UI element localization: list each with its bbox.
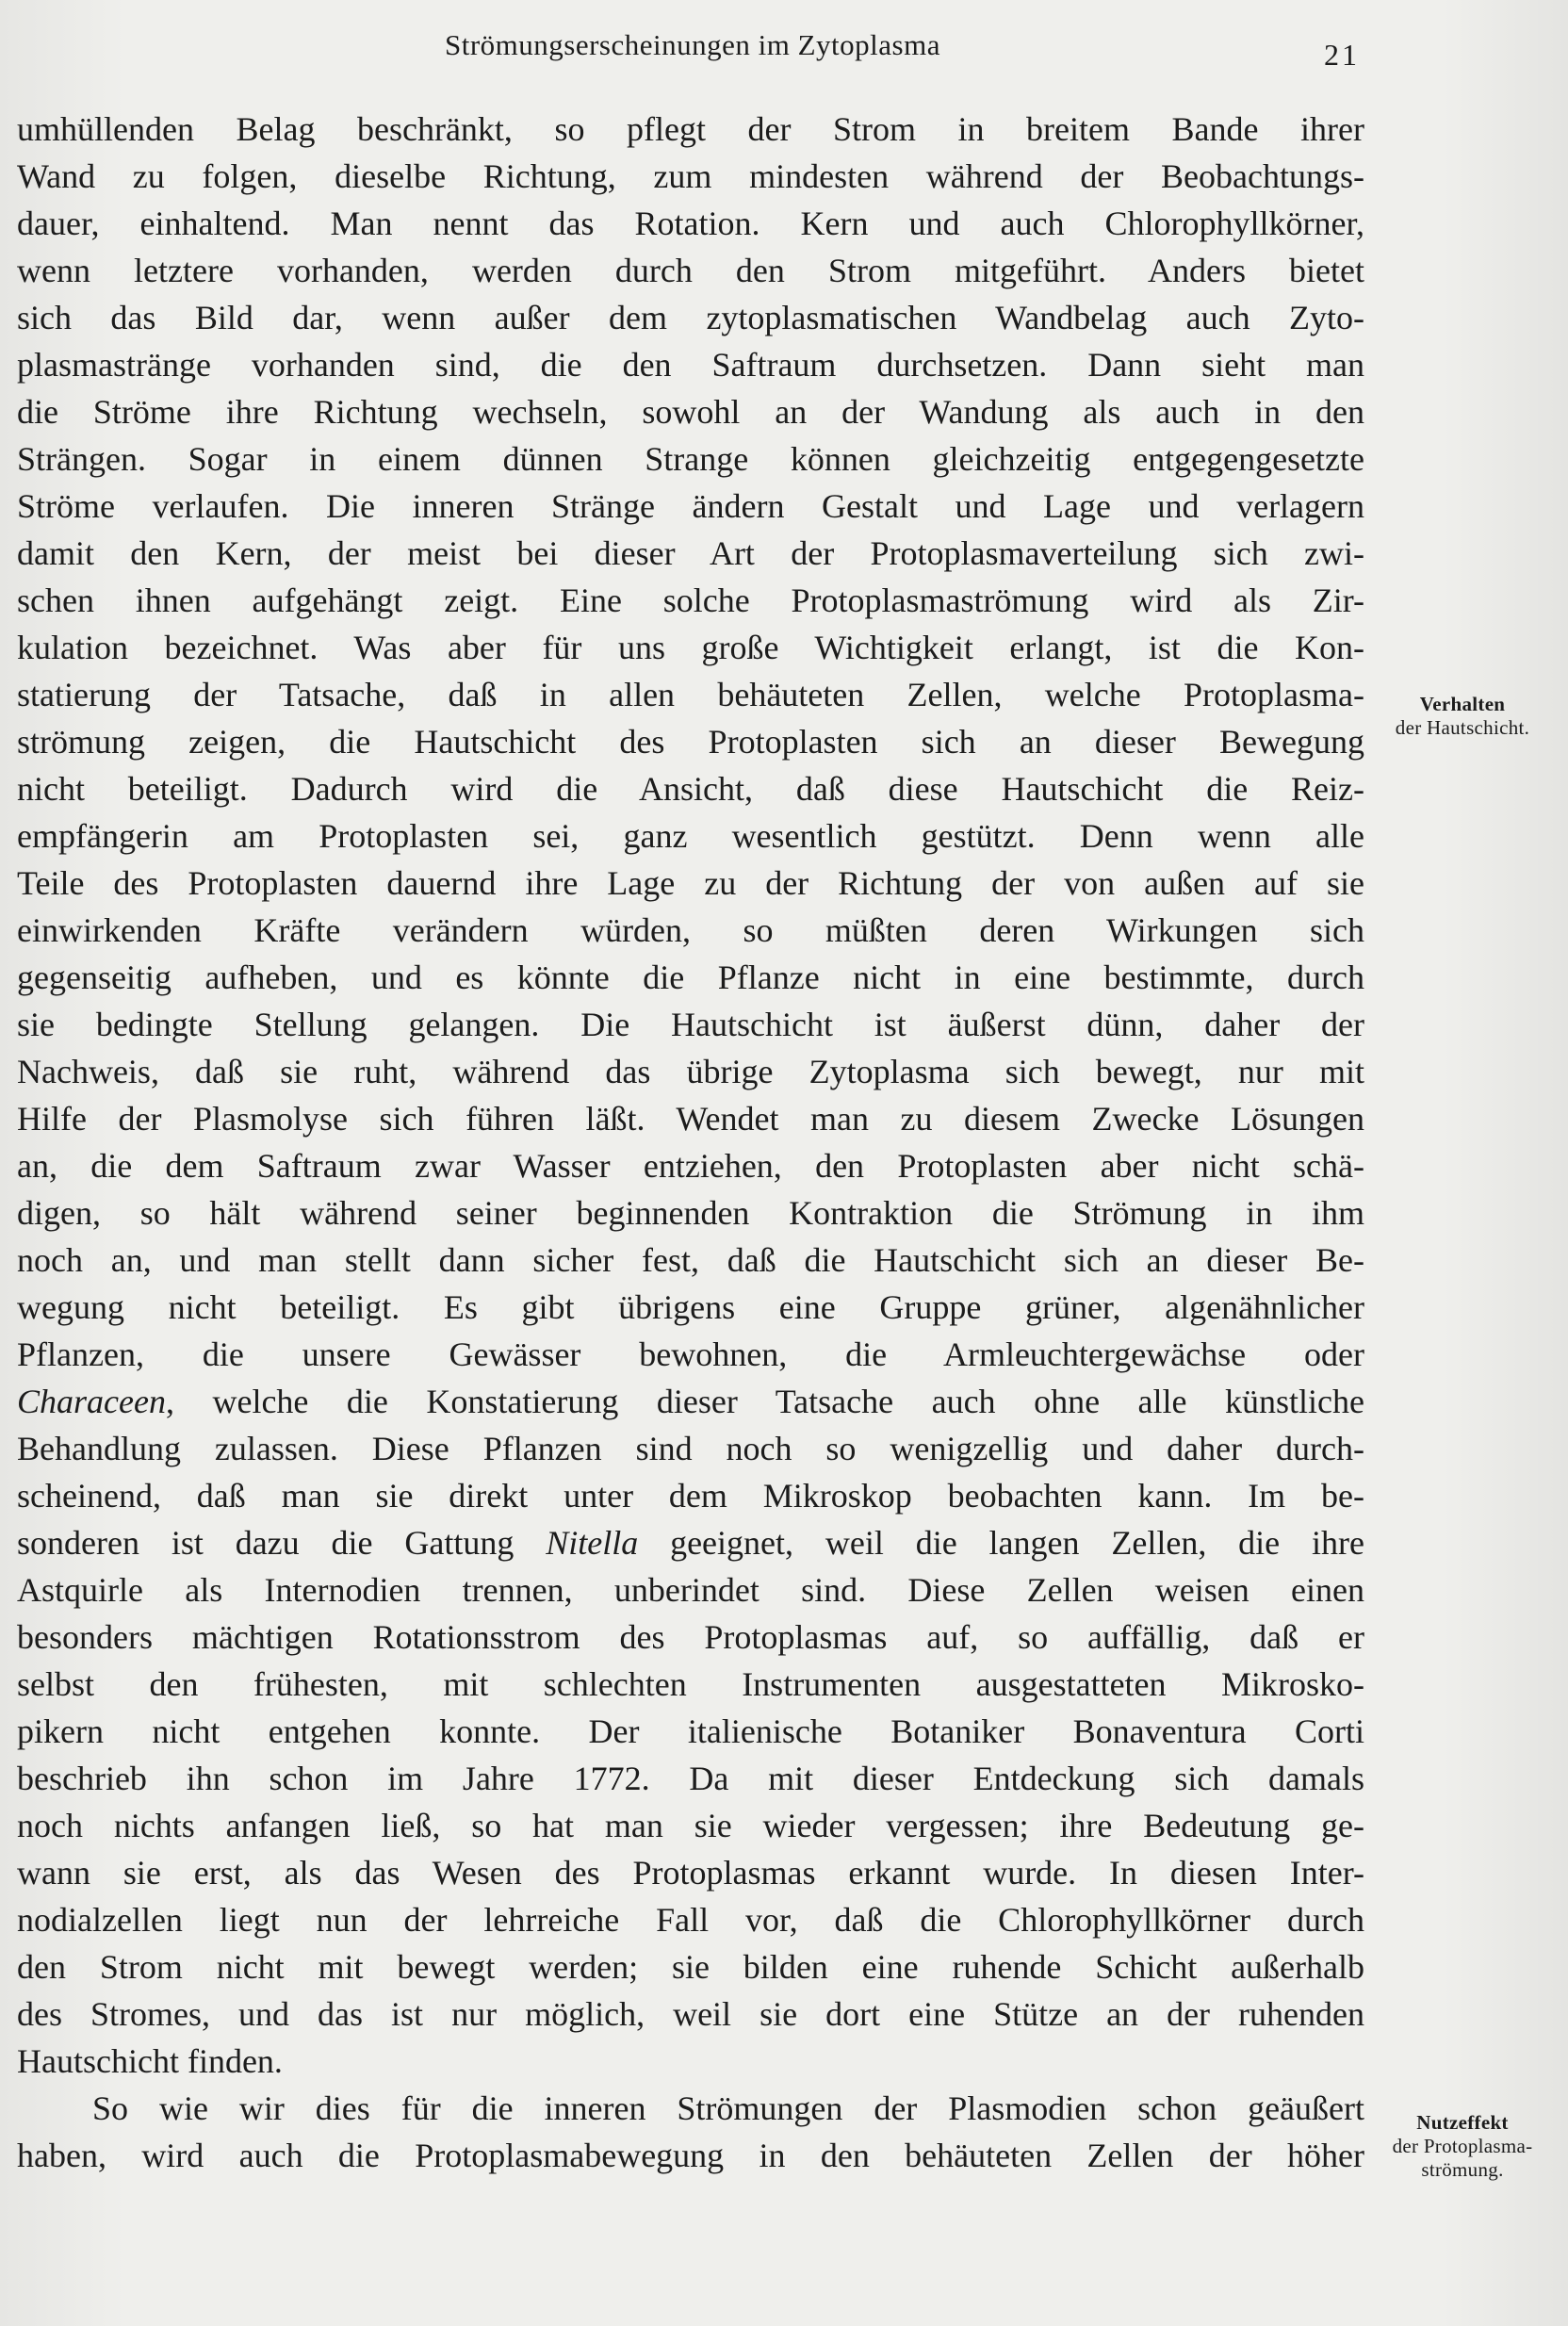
margin-note-verhalten bbox=[1368, 693, 1557, 740]
margin-note-title: Verhalten bbox=[1419, 693, 1506, 715]
text-line: statierung der Tatsache, daß in allen behäuteten Zellen, welche Protoplasma- bbox=[17, 676, 1364, 713]
text-line: an, die dem Saftraum zwar Wasser entziehen, den Protoplasten aber nicht schä- bbox=[17, 1147, 1364, 1185]
text-line: kulation bezeichnet. Was aber für uns große Wichtigkeit erlangt, ist die Kon- bbox=[17, 629, 1364, 666]
text-segment: sonderen ist dazu die Gattung bbox=[17, 1524, 547, 1562]
text-line: nodialzellen liegt nun der lehrreiche Fall vor, daß die Chlorophyllkörner durch bbox=[17, 1901, 1364, 1939]
margin-note-nutzeffekt bbox=[1368, 2111, 1557, 2182]
text-line: wann sie erst, als das Wesen des Protoplasmas erkannt wurde. In diesen Inter- bbox=[17, 1854, 1364, 1892]
text-line: wegung nicht beteiligt. Es gibt übrigens eine Gruppe grüner, algenähnlicher bbox=[17, 1288, 1364, 1326]
margin-note-subtitle: der Protoplasma- bbox=[1392, 2135, 1533, 2157]
margin-note-subtitle: der Hautschicht. bbox=[1395, 716, 1530, 739]
margin-note-subtitle: strömung. bbox=[1421, 2158, 1504, 2181]
text-line: Nachweis, daß sie ruht, während das übrige Zytoplasma sich bewegt, nur mit bbox=[17, 1053, 1364, 1090]
text-line: Behandlung zulassen. Diese Pflanzen sind noch so wenigzellig und daher durch- bbox=[17, 1430, 1364, 1467]
italic-term-nitella: Nitella bbox=[546, 1524, 639, 1562]
text-line bbox=[17, 1519, 1364, 1566]
text-line: noch an, und man stellt dann sicher fest, daß die Hautschicht sich an dieser Be- bbox=[17, 1241, 1364, 1279]
text-line: pikern nicht entgehen konnte. Der italienische Botaniker Bonaventura Corti bbox=[17, 1712, 1364, 1750]
text-line: einwirkenden Kräfte verändern würden, so müßten deren Wirkungen sich bbox=[17, 911, 1364, 949]
text-line: plasmastränge vorhanden sind, die den Saftraum durchsetzen. Dann sieht man bbox=[17, 346, 1364, 384]
text-line: die Ströme ihre Richtung wechseln, sowohl an der Wandung als auch in den bbox=[17, 393, 1364, 431]
text-line: besonders mächtigen Rotationsstrom des Protoplasmas auf, so auffällig, daß er bbox=[17, 1618, 1364, 1656]
text-line: So wie wir dies für die inneren Strömungen der Plasmodien schon geäußert bbox=[92, 2089, 1364, 2127]
text-line: selbst den frühesten, mit schlechten Instrumenten ausgestatteten Mikrosko- bbox=[17, 1665, 1364, 1703]
text-line: scheinend, daß man sie direkt unter dem Mikroskop beobachten kann. Im be- bbox=[17, 1477, 1364, 1515]
text-segment: geeignet, weil die langen Zellen, die ihre bbox=[638, 1524, 1364, 1562]
text-line: des Stromes, und das ist nur möglich, weil sie dort eine Stütze an der ruhenden bbox=[17, 1995, 1364, 2033]
text-line: sie bedingte Stellung gelangen. Die Hautschicht ist äußerst dünn, daher der bbox=[17, 1006, 1364, 1043]
text-line: Astquirle als Internodien trennen, unberindet sind. Diese Zellen weisen einen bbox=[17, 1571, 1364, 1609]
text-line: empfängerin am Protoplasten sei, ganz wesentlich gestützt. Denn wenn alle bbox=[17, 817, 1364, 855]
text-line: dauer, einhaltend. Man nennt das Rotation. Kern und auch Chlorophyllkörner, bbox=[17, 205, 1364, 242]
margin-note-title: Nutzeffekt bbox=[1416, 2111, 1509, 2134]
italic-term-characeen: Characeen bbox=[17, 1383, 166, 1420]
text-line: Teile des Protoplasten dauernd ihre Lage zu der Richtung der von außen auf sie bbox=[17, 864, 1364, 902]
text-line: Ströme verlaufen. Die inneren Stränge ändern Gestalt und Lage und verlagern bbox=[17, 487, 1364, 525]
text-line: den Strom nicht mit bewegt werden; sie bilden eine ruhende Schicht außerhalb bbox=[17, 1948, 1364, 1986]
text-line: Strängen. Sogar in einem dünnen Strange können gleichzeitig entgegengesetzte bbox=[17, 440, 1364, 478]
text-line: Wand zu folgen, dieselbe Richtung, zum mindesten während der Beobachtungs- bbox=[17, 157, 1364, 195]
text-line: sich das Bild dar, wenn außer dem zytoplasmatischen Wandbelag auch Zyto- bbox=[17, 299, 1364, 336]
page-number: 21 bbox=[1324, 38, 1360, 72]
text-line: schen ihnen aufgehängt zeigt. Eine solche Protoplasmaströmung wird als Zir- bbox=[17, 582, 1364, 619]
text-line: gegenseitig aufheben, und es könnte die Pflanze nicht in eine bestimmte, durch bbox=[17, 958, 1364, 996]
running-head: Strömungserscheinungen im Zytoplasma bbox=[445, 28, 940, 61]
text-segment: , welche die Konstatierung dieser Tatsache auch ohne alle künstliche bbox=[165, 1383, 1364, 1420]
text-line: digen, so hält während seiner beginnenden Kontraktion die Strömung in ihm bbox=[17, 1194, 1364, 1232]
text-line: damit den Kern, der meist bei dieser Art der Protoplasmaverteilung sich zwi- bbox=[17, 534, 1364, 572]
body-text bbox=[17, 106, 1364, 2179]
text-line bbox=[17, 1378, 1364, 1425]
text-line: Hilfe der Plasmolyse sich führen läßt. Wendet man zu diesem Zwecke Lösungen bbox=[17, 1100, 1364, 1138]
text-line: noch nichts anfangen ließ, so hat man sie wieder vergessen; ihre Bedeutung ge- bbox=[17, 1807, 1364, 1844]
text-line: wenn letztere vorhanden, werden durch den Strom mitgeführt. Anders bietet bbox=[17, 252, 1364, 289]
text-line: beschrieb ihn schon im Jahre 1772. Da mit dieser Entdeckung sich damals bbox=[17, 1760, 1364, 1797]
text-line: Hautschicht finden. bbox=[17, 2042, 283, 2080]
text-line: haben, wird auch die Protoplasmabewegung in den behäuteten Zellen der höher bbox=[17, 2137, 1364, 2174]
text-line: strömung zeigen, die Hautschicht des Protoplasten sich an dieser Bewegung bbox=[17, 723, 1364, 761]
text-line: Pflanzen, die unsere Gewässer bewohnen, die Armleuchtergewächse oder bbox=[17, 1335, 1364, 1373]
text-line: nicht beteiligt. Dadurch wird die Ansicht, daß diese Hautschicht die Reiz- bbox=[17, 770, 1364, 808]
text-line: umhüllenden Belag beschränkt, so pflegt der Strom in breitem Bande ihrer bbox=[17, 110, 1364, 148]
